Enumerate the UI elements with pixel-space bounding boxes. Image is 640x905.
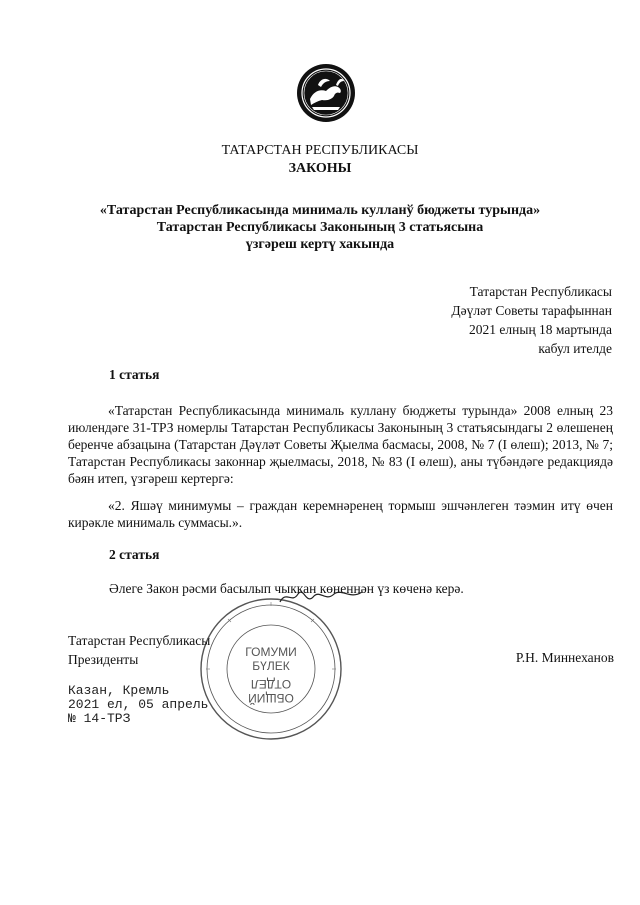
stamp-line-1: ГОМУМИ bbox=[245, 645, 297, 659]
adoption-block bbox=[451, 282, 612, 358]
adoption-line: Дәүләт Советы тарафыннан bbox=[451, 303, 612, 318]
article-1-title: 1 статья bbox=[109, 367, 160, 382]
adoption-line: Татарстан Республикасы bbox=[469, 284, 612, 299]
law-number: № 14-ТРЗ bbox=[68, 711, 131, 726]
place-and-number bbox=[68, 684, 208, 726]
law-title-line-2: Татарстан Республикасы Законының 3 статьясына bbox=[156, 220, 484, 235]
article-1-amendment: «2. Яшәү минимумы – граждан керемнәренең тормыш эшчәнлеген тәэмин итү өчен кирәкле минималь суммасы.». bbox=[68, 498, 613, 530]
stamp-line-4: ОБЩИЙ bbox=[248, 691, 294, 705]
official-stamp bbox=[196, 594, 346, 744]
signatory-position-line-1: Татарстан Республикасы bbox=[68, 633, 211, 648]
article-2-title: 2 статья bbox=[109, 547, 160, 562]
stamp-line-3: ОТДЕЛ bbox=[250, 677, 292, 691]
signatory-name: Р.Н. Миннеханов bbox=[515, 650, 614, 665]
adoption-date: 2021 елның 18 мартында bbox=[469, 322, 612, 337]
adoption-line: кабул ителде bbox=[538, 341, 612, 356]
coat-of-arms-emblem bbox=[296, 63, 356, 123]
article-2-text: Әлеге Закон рәсми басылып чыккан көненнән үз көченә керә. bbox=[109, 581, 464, 596]
signatory-position bbox=[68, 631, 210, 669]
article-1-paragraph: «Татарстан Республикасында минималь куллану бюджеты турында» 2008 елның 23 июлендәге 31-ТРЗ номерлы Татарстан Республикасы Законының 3 статьясындагы 2 өлешенең беренче абзацына (Татарстан Дәүләт Советы Җыелма басмасы, 2008, № 7 (I өлеш); 2013, № 7; Татарстан Республикасы законнар җыелмасы, 2018, № 83 (I өлеш), аны түбәндәге редакциядә бәян итеп, үзгәреш кертергә: bbox=[68, 403, 613, 486]
stamp-line-2: БҮЛЕК bbox=[252, 659, 290, 673]
law-heading: ЗАКОНЫ bbox=[288, 161, 352, 176]
republic-heading: ТАТАРСТАН РЕСПУБЛИКАСЫ bbox=[221, 143, 419, 158]
handwritten-signature bbox=[276, 584, 366, 608]
signatory-position-line-2: Президенты bbox=[68, 652, 139, 667]
place-date: 2021 ел, 05 апрель bbox=[68, 697, 209, 712]
law-title-line-1: «Татарстан Республикасында минималь кулланў бюджеты турында» bbox=[99, 203, 541, 218]
place-city: Казан, Кремль bbox=[68, 683, 170, 698]
law-title-line-3: үзгәреш кертү хакында bbox=[245, 237, 395, 252]
